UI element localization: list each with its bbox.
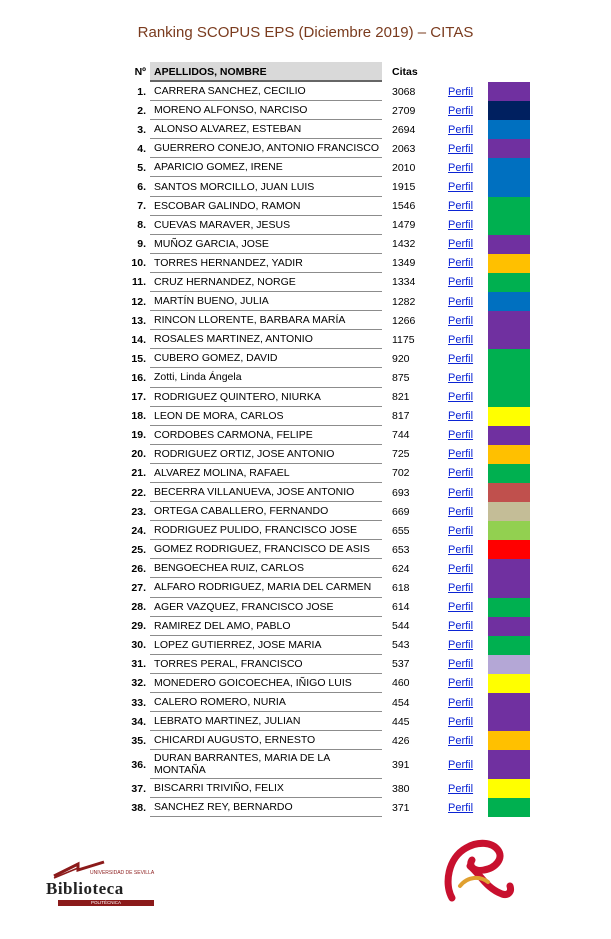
department-color-swatch [488,655,530,674]
citations-count: 391 [392,758,410,771]
author-name: BENGOECHEA RUIZ, CARLOS [150,559,382,578]
table-row [118,578,530,597]
author-name: RODRIGUEZ QUINTERO, NIURKA [150,388,382,407]
table-row [118,292,530,311]
rank-number: 21. [131,467,146,480]
department-color-swatch [488,445,530,464]
rank-number: 7. [137,200,146,213]
rank-number: 28. [131,601,146,614]
header-number: Nº [134,66,146,78]
citations-count: 618 [392,581,410,594]
citations-count: 3068 [392,85,416,98]
author-name: LEON DE MORA, CARLOS [150,407,382,426]
table-row [118,349,530,368]
profile-link[interactable]: Perfil [448,257,474,270]
department-color-swatch [488,139,530,158]
citations-count: 875 [392,371,410,384]
page-title: Ranking SCOPUS EPS (Diciembre 2019) – CITAS [137,24,474,41]
rank-number: 12. [131,295,146,308]
profile-link[interactable]: Perfil [448,219,474,232]
citations-count: 371 [392,801,410,814]
author-name: ALVAREZ MOLINA, RAFAEL [150,464,382,483]
author-name: Zotti, Linda Ángela [150,368,382,387]
rank-number: 33. [131,696,146,709]
table-row [118,407,530,426]
table-row [118,177,530,196]
department-color-swatch [488,779,530,798]
author-name: AGER VAZQUEZ, FRANCISCO JOSE [150,598,382,617]
department-color-swatch [488,483,530,502]
citations-count: 2063 [392,142,416,155]
rank-number: 34. [131,715,146,728]
table-row [118,101,530,120]
rank-number: 2. [137,104,146,117]
profile-link[interactable]: Perfil [448,505,474,518]
author-name: BECERRA VILLANUEVA, JOSE ANTONIO [150,483,382,502]
table-row [118,731,530,750]
citations-count: 920 [392,352,410,365]
rank-number: 24. [131,524,146,537]
department-color-swatch [488,674,530,693]
table-row [118,158,530,177]
profile-link[interactable]: Perfil [448,333,474,346]
table-header [118,62,530,82]
author-name: RODRIGUEZ ORTIZ, JOSE ANTONIO [150,445,382,464]
author-name: ROSALES MARTINEZ, ANTONIO [150,330,382,349]
citations-count: 669 [392,505,410,518]
table-row [118,636,530,655]
author-name: DURAN BARRANTES, MARIA DE LA MONTAÑA [150,750,382,779]
rank-number: 30. [131,639,146,652]
author-name: SANCHEZ REY, BERNARDO [150,798,382,817]
citations-count: 1282 [392,295,416,308]
department-color-swatch [488,750,530,779]
rank-number: 4. [137,142,146,155]
citations-count: 1334 [392,276,416,289]
table-row [118,521,530,540]
rank-number: 32. [131,677,146,690]
department-color-swatch [488,521,530,540]
author-name: RODRIGUEZ PULIDO, FRANCISCO JOSE [150,521,382,540]
department-color-swatch [488,502,530,521]
profile-link[interactable]: Perfil [448,524,474,537]
profile-link[interactable]: Perfil [448,314,474,327]
department-color-swatch [488,368,530,387]
table-row [118,330,530,349]
department-color-swatch [488,540,530,559]
table-row [118,139,530,158]
citations-count: 1432 [392,238,416,251]
department-color-swatch [488,464,530,483]
table-row [118,426,530,445]
rank-number: 16. [131,371,146,384]
rank-number: 29. [131,620,146,633]
author-name: CORDOBES CARMONA, FELIPE [150,426,382,445]
department-color-swatch [488,273,530,292]
table-body [118,82,530,817]
citations-count: 544 [392,620,410,633]
profile-link[interactable]: Perfil [448,391,474,404]
profile-link[interactable]: Perfil [448,562,474,575]
citations-count: 537 [392,658,410,671]
author-name: MORENO ALFONSO, NARCISO [150,101,382,120]
author-name: GUERRERO CONEJO, ANTONIO FRANCISCO [150,139,382,158]
citations-count: 380 [392,782,410,795]
rank-number: 25. [131,543,146,556]
department-color-swatch [488,598,530,617]
department-color-swatch [488,349,530,368]
rank-number: 14. [131,333,146,346]
profile-link[interactable]: Perfil [448,104,474,117]
citations-count: 1349 [392,257,416,270]
citations-count: 454 [392,696,410,709]
citations-count: 1479 [392,219,416,232]
header-name: APELLIDOS, NOMBRE [150,62,382,82]
table-row [118,445,530,464]
author-name: MARTÍN BUENO, JULIA [150,292,382,311]
table-row [118,712,530,731]
department-color-swatch [488,617,530,636]
table-row [118,82,530,101]
profile-link[interactable]: Perfil [448,734,474,747]
department-color-swatch [488,292,530,311]
table-row [118,368,530,387]
author-name: TORRES HERNANDEZ, YADIR [150,254,382,273]
profile-link[interactable]: Perfil [448,658,474,671]
citations-count: 624 [392,562,410,575]
rank-number: 27. [131,581,146,594]
citations-count: 614 [392,601,410,614]
profile-link[interactable]: Perfil [448,295,474,308]
department-color-swatch [488,798,530,817]
author-name: ORTEGA CABALLERO, FERNANDO [150,502,382,521]
department-color-swatch [488,388,530,407]
library-sub-bar [58,900,154,906]
rank-number: 8. [137,219,146,232]
author-name: RINCON LLORENTE, BARBARA MARÍA [150,311,382,330]
author-name: ALFARO RODRIGUEZ, MARIA DEL CARMEN [150,578,382,597]
table-row [118,674,530,693]
department-color-swatch [488,712,530,731]
profile-link[interactable]: Perfil [448,758,474,771]
citations-count: 2694 [392,123,416,136]
profile-link[interactable]: Perfil [448,601,474,614]
rank-number: 31. [131,658,146,671]
profile-link[interactable]: Perfil [448,238,474,251]
author-name: RAMIREZ DEL AMO, PABLO [150,617,382,636]
profile-link[interactable]: Perfil [448,123,474,136]
table-row [118,655,530,674]
department-color-swatch [488,254,530,273]
department-color-swatch [488,82,530,101]
header-citas: Citas [392,66,418,78]
author-name: CUBERO GOMEZ, DAVID [150,349,382,368]
citations-count: 460 [392,677,410,690]
author-name: LOPEZ GUTIERREZ, JOSE MARIA [150,636,382,655]
author-name: CHICARDI AUGUSTO, ERNESTO [150,731,382,750]
citations-count: 2010 [392,161,416,174]
profile-link[interactable]: Perfil [448,276,474,289]
profile-link[interactable]: Perfil [448,801,474,814]
citations-count: 653 [392,543,410,556]
table-row [118,502,530,521]
author-name: MUÑOZ GARCIA, JOSE [150,235,382,254]
profile-link[interactable]: Perfil [448,142,474,155]
department-color-swatch [488,407,530,426]
profile-link[interactable]: Perfil [448,85,474,98]
department-color-swatch [488,311,530,330]
profile-link[interactable]: Perfil [448,543,474,556]
rank-number: 26. [131,562,146,575]
author-name: CRUZ HERNANDEZ, NORGE [150,273,382,292]
department-color-swatch [488,158,530,177]
rank-number: 18. [131,410,146,423]
author-name: BISCARRI TRIVIÑO, FELIX [150,779,382,798]
library-university-label: UNIVERSIDAD DE SEVILLA [90,870,155,876]
author-name: ESCOBAR GALINDO, RAMON [150,197,382,216]
department-color-swatch [488,559,530,578]
table-row [118,483,530,502]
table-row [118,693,530,712]
rank-number: 17. [131,391,146,404]
citations-count: 1175 [392,333,415,346]
author-name: MONEDERO GOICOECHEA, IÑIGO LUIS [150,674,382,693]
profile-link[interactable]: Perfil [448,410,474,423]
department-color-swatch [488,693,530,712]
citations-count: 426 [392,734,410,747]
table-row [118,598,530,617]
author-name: CARRERA SANCHEZ, CECILIO [150,82,382,101]
department-color-swatch [488,426,530,445]
rank-number: 23. [131,505,146,518]
citations-count: 2709 [392,104,416,117]
rank-number: 36. [131,758,146,771]
department-color-swatch [488,636,530,655]
citations-count: 1546 [392,200,416,213]
table-row [118,617,530,636]
rank-number: 13. [131,314,146,327]
profile-link[interactable]: Perfil [448,200,474,213]
author-name: GOMEZ RODRIGUEZ, FRANCISCO DE ASIS [150,540,382,559]
department-color-swatch [488,101,530,120]
library-wordmark: Biblioteca [46,879,124,898]
author-name: CALERO ROMERO, NURIA [150,693,382,712]
profile-link[interactable]: Perfil [448,581,474,594]
rank-number: 22. [131,486,146,499]
table-row [118,216,530,235]
table-row [118,197,530,216]
citations-count: 655 [392,524,410,537]
profile-link[interactable]: Perfil [448,429,474,442]
rank-number: 9. [137,238,146,251]
profile-link[interactable]: Perfil [448,782,474,795]
rank-number: 11. [131,276,146,289]
profile-link[interactable]: Perfil [448,181,474,194]
citations-count: 543 [392,639,410,652]
universidad-sevilla-logo [440,836,516,904]
ranking-table [118,62,530,817]
rank-number: 19. [131,429,146,442]
department-color-swatch [488,330,530,349]
citations-count: 702 [392,467,410,480]
profile-link[interactable]: Perfil [448,371,474,384]
profile-link[interactable]: Perfil [448,467,474,480]
citations-count: 725 [392,448,410,461]
citations-count: 1266 [392,314,416,327]
table-row [118,798,530,817]
table-row [118,540,530,559]
department-color-swatch [488,216,530,235]
rank-number: 37. [131,782,146,795]
author-name: TORRES PERAL, FRANCISCO [150,655,382,674]
citations-count: 817 [392,410,410,423]
library-sub-label: POLITÉCNICA [90,900,121,905]
department-color-swatch [488,197,530,216]
table-row [118,235,530,254]
table-row [118,559,530,578]
author-name: CUEVAS MARAVER, JESUS [150,216,382,235]
profile-link[interactable]: Perfil [448,639,474,652]
rank-number: 15. [131,352,146,365]
table-row [118,311,530,330]
rank-number: 3. [137,123,146,136]
department-color-swatch [488,578,530,597]
citations-count: 821 [392,391,410,404]
citations-count: 744 [392,429,410,442]
department-color-swatch [488,120,530,139]
citations-count: 693 [392,486,410,499]
profile-link[interactable]: Perfil [448,620,474,633]
rank-number: 38. [131,801,146,814]
rank-number: 35. [131,734,146,747]
biblioteca-logo [46,858,156,908]
author-name: APARICIO GOMEZ, IRENE [150,158,382,177]
rank-number: 6. [137,181,146,194]
profile-link[interactable]: Perfil [448,715,474,728]
profile-link[interactable]: Perfil [448,448,474,461]
profile-link[interactable]: Perfil [448,352,474,365]
rank-number: 20. [131,448,146,461]
department-color-swatch [488,235,530,254]
department-color-swatch [488,731,530,750]
author-name: ALONSO ALVAREZ, ESTEBAN [150,120,382,139]
author-name: LEBRATO MARTINEZ, JULIAN [150,712,382,731]
citations-count: 1915 [392,181,416,194]
rank-number: 1. [137,85,146,98]
department-color-swatch [488,177,530,196]
table-row [118,464,530,483]
rank-number: 5. [137,161,146,174]
profile-link[interactable]: Perfil [448,677,474,690]
profile-link[interactable]: Perfil [448,486,474,499]
author-name: SANTOS MORCILLO, JUAN LUIS [150,177,382,196]
table-row [118,273,530,292]
rank-number: 10. [131,257,146,270]
citations-count: 445 [392,715,410,728]
profile-link[interactable]: Perfil [448,696,474,709]
profile-link[interactable]: Perfil [448,161,474,174]
table-row [118,254,530,273]
table-row [118,750,530,779]
table-row [118,120,530,139]
table-row [118,388,530,407]
table-row [118,779,530,798]
